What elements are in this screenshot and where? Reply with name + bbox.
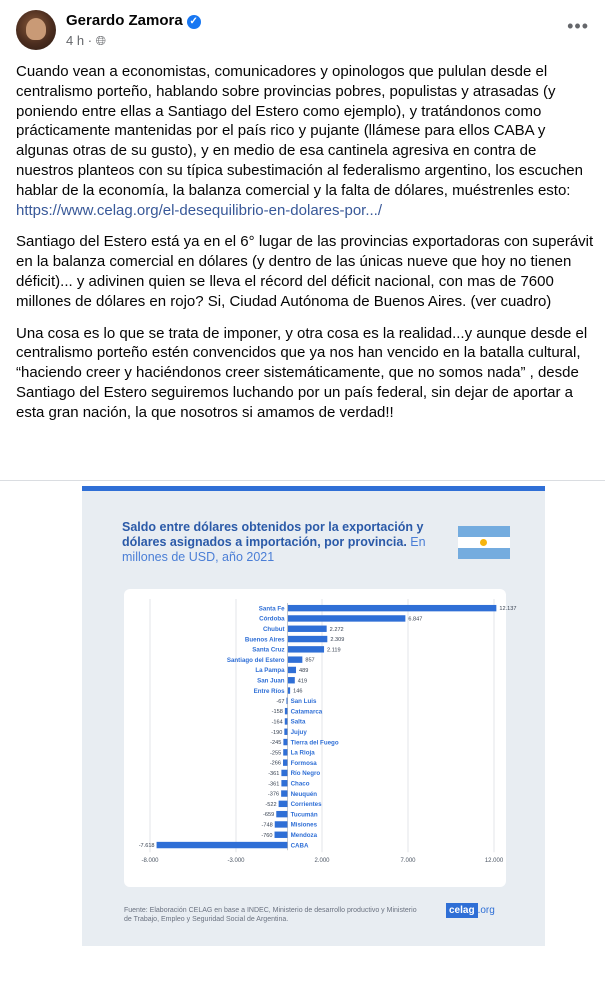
value-label: -164 xyxy=(271,719,283,726)
divider xyxy=(0,480,605,481)
bar xyxy=(288,605,497,611)
value-label: -255 xyxy=(270,750,282,757)
value-label: -748 xyxy=(261,822,273,829)
x-tick-label: -3.000 xyxy=(227,858,245,865)
post-time[interactable]: 4 h xyxy=(66,33,85,48)
x-tick-label: -8.000 xyxy=(141,858,159,865)
chart-title xyxy=(122,520,452,565)
author-line xyxy=(66,12,201,29)
category-label: Misiones xyxy=(290,821,318,829)
category-label: Entre Ríos xyxy=(253,687,285,695)
bar xyxy=(285,708,288,714)
post-meta xyxy=(66,33,106,49)
more-options-icon[interactable]: ••• xyxy=(567,16,589,36)
author-name[interactable]: Gerardo Zamora xyxy=(66,12,183,29)
x-tick-label: 12.000 xyxy=(484,858,504,865)
category-label: Santiago del Estero xyxy=(226,656,285,664)
category-label: Santa Cruz xyxy=(252,646,285,654)
bar xyxy=(288,677,295,683)
category-label: Tucumán xyxy=(290,811,318,819)
category-label: Neuquén xyxy=(290,790,318,798)
bar xyxy=(157,842,288,848)
article-link[interactable]: https://www.celag.org/el-desequilibrio-en-dolares-por.../ xyxy=(16,201,383,219)
category-label: Río Negro xyxy=(290,770,321,778)
value-label: -190 xyxy=(271,729,283,736)
value-label: 489 xyxy=(299,667,309,674)
bar xyxy=(288,646,324,652)
value-label: 857 xyxy=(305,657,315,664)
avatar[interactable] xyxy=(16,10,56,50)
category-label: Corrientes xyxy=(290,801,322,809)
category-label: Mendoza xyxy=(290,831,318,839)
category-label: Buenos Aires xyxy=(244,636,285,644)
category-label: Formosa xyxy=(290,759,317,767)
value-label: 2.309 xyxy=(330,637,345,644)
brand-name: celag xyxy=(446,903,478,918)
bar xyxy=(288,615,406,621)
x-tick-label: 7.000 xyxy=(400,858,416,865)
chart-title-text: Saldo entre dólares obtenidos por la exportación y dólares asignados a importación, por provincia. xyxy=(122,520,424,549)
value-label: 146 xyxy=(293,688,303,695)
value-label: -361 xyxy=(268,770,280,777)
argentina-flag-icon xyxy=(458,526,510,559)
value-label: -659 xyxy=(263,812,275,819)
image-top-bar xyxy=(82,486,545,491)
value-label: 419 xyxy=(297,678,308,685)
category-label: Santa Fe xyxy=(258,605,285,613)
value-label: -361 xyxy=(268,781,280,788)
globe-icon: 🌐︎ xyxy=(95,33,107,48)
x-tick-label: 2.000 xyxy=(314,858,330,865)
bar xyxy=(281,790,287,796)
value-label: -522 xyxy=(265,801,277,808)
category-label: Salta xyxy=(290,718,306,726)
category-label: CABA xyxy=(290,842,309,850)
post-paragraph: Una cosa es lo que se trata de imponer, y otra cosa es la realidad...y aunque desde el centralismo porteño estén convencidos que ya nos han vencido en la batalla cultural, “haciendo creer y haciéndonos creer sistemáticamente, que no somos nada” , desde Santiago del Estero seguiremos luchando por un país federal, sin dejar de aportar a esta gran nación, la que nosotros si amamos de verdad!! xyxy=(16,324,588,421)
bar xyxy=(281,770,287,776)
post-paragraph xyxy=(16,62,594,220)
value-label: -7.618 xyxy=(138,843,155,850)
bar xyxy=(284,729,287,735)
category-label: Córdoba xyxy=(259,615,285,623)
value-label: -67 xyxy=(276,698,285,705)
bar xyxy=(288,636,328,642)
post-text xyxy=(16,62,594,435)
category-label: La Pampa xyxy=(255,667,285,675)
chart-subtitle: En millones de USD, año 2021 xyxy=(122,535,426,564)
bar xyxy=(288,667,296,673)
value-label: 12.137 xyxy=(499,606,517,613)
value-label: -245 xyxy=(270,740,282,747)
value-label: 6.847 xyxy=(408,616,423,623)
meta-separator: · xyxy=(87,33,93,48)
bar xyxy=(275,832,288,838)
category-label: Tierra del Fuego xyxy=(290,739,339,747)
value-label: -158 xyxy=(271,709,283,716)
value-label: 2.119 xyxy=(327,647,341,654)
bar xyxy=(283,739,287,745)
celag-logo xyxy=(446,905,495,916)
category-label: Jujuy xyxy=(290,728,307,736)
value-label: 2.272 xyxy=(329,626,344,633)
bar xyxy=(283,759,288,765)
category-label: La Rioja xyxy=(290,749,315,757)
bar xyxy=(288,656,303,662)
post-image[interactable] xyxy=(82,486,545,946)
category-label: Catamarca xyxy=(290,708,323,716)
bar-chart xyxy=(124,589,517,887)
chart-area xyxy=(124,589,517,887)
bar xyxy=(281,780,287,786)
category-label: San Juan xyxy=(257,677,285,685)
value-label: -760 xyxy=(261,832,273,839)
brand-suffix: .org xyxy=(477,905,495,916)
bar xyxy=(283,749,287,755)
verified-icon: ✓ xyxy=(187,15,201,29)
bar xyxy=(288,687,291,693)
bar xyxy=(276,811,287,817)
category-label: Chaco xyxy=(290,780,310,788)
category-label: San Luis xyxy=(290,698,317,706)
post-paragraph: Santiago del Estero está ya en el 6° lugar de las provincias exportadoras con superávit en la balanza comercial en dólares (y dentro de las únicas nueve que hoy no tienen déficit)... y adivinen quien se lleva el récord del déficit nacional, con mas de 7600 millones de dólares en rojo? Si, Ciudad Autónoma de Buenos Aires. (ver cuadro) xyxy=(16,233,594,310)
source-note: Fuente: Elaboración CELAG en base a INDEC, Ministerio de desarrollo productivo y Ministerio de Trabajo, Empleo y Seguridad Social de Argentina. xyxy=(124,907,417,923)
category-label: Chubut xyxy=(262,625,285,633)
bar xyxy=(275,821,288,827)
avatar-face xyxy=(26,18,46,40)
bar xyxy=(285,718,288,724)
value-label: -266 xyxy=(269,760,282,767)
paragraph-text: Cuando vean a economistas, comunicadores y opinologos que pululan desde el centralismo porteño, hablando sobre provincias pobres, populistas y atrasadas (y poniendo entre ellas a Santiago del Estero como ejemplo), y tratándonos como prácticamente mantenidas por el país rico y pujante (llámese para ellos CABA y algunas otras de su gusto), y en medio de esa cantinela agresiva en contra de nuestros planteos con su típica subestimación al federalismo argentino, los escuchen hablar de la economía, la balanza comercial y la falta de dólares, muéstrenles esto: xyxy=(16,63,583,199)
value-label: -376 xyxy=(267,791,280,798)
post-header xyxy=(16,10,591,54)
bar xyxy=(288,626,327,632)
bar xyxy=(279,801,288,807)
